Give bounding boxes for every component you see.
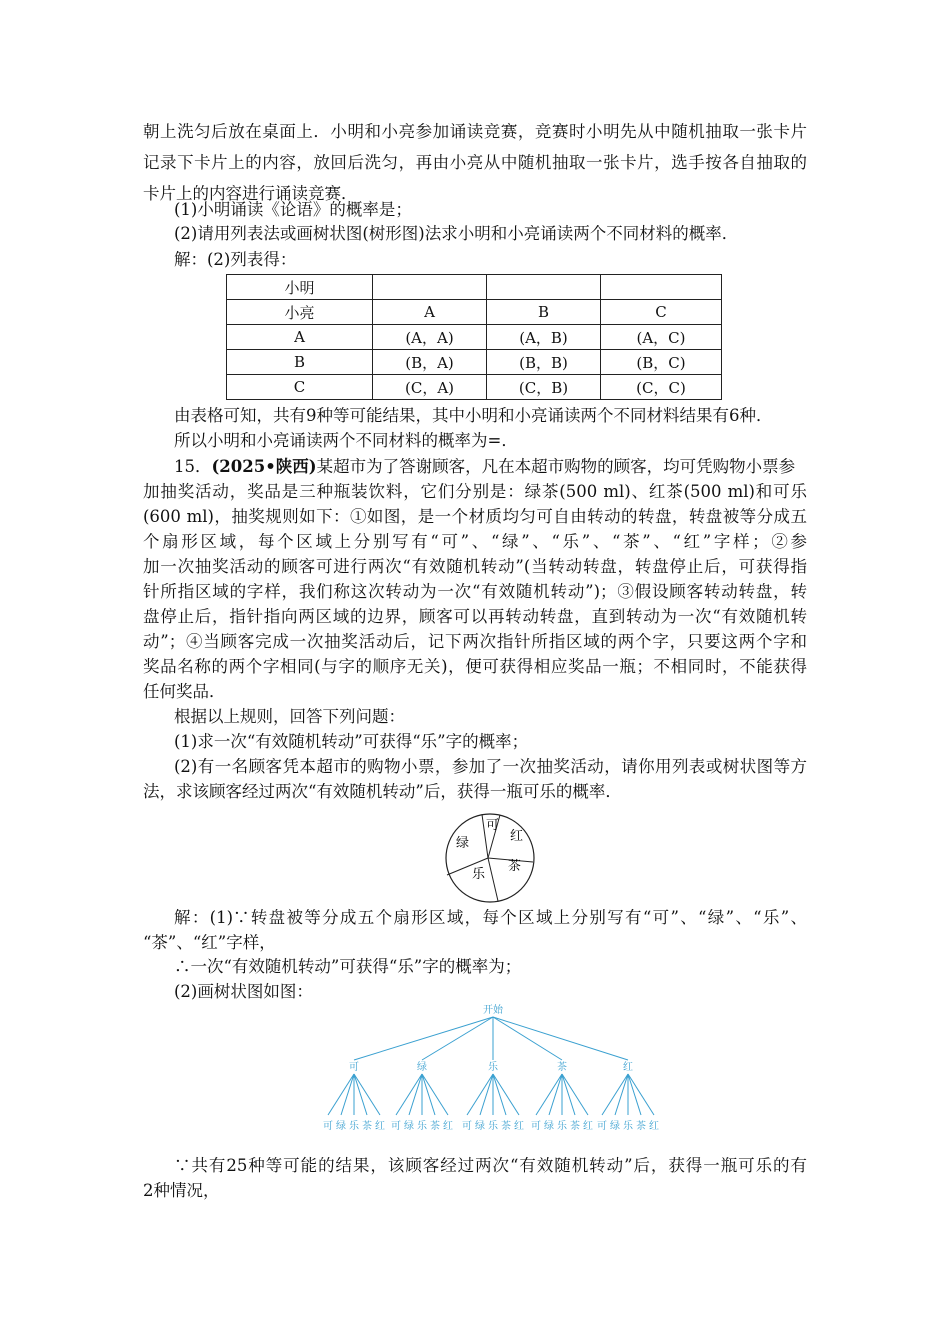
spinner-figure	[440, 808, 540, 904]
tree-leaf-label: 可	[391, 1121, 401, 1132]
spinner-label: 茶	[508, 859, 522, 874]
tree-node-label: 茶	[557, 1062, 567, 1073]
text-line: 动”；④当顾客完成一次抽奖活动后，记下两次指针所指区域的两个字，只要这两个字和	[143, 632, 807, 651]
tree-branch	[409, 1074, 422, 1115]
table-cell: (B，C)	[601, 350, 722, 375]
tree-leaf-label: 可	[597, 1121, 607, 1132]
tree-branch	[562, 1074, 575, 1115]
text-line: 盘停止后，指针指向两区域的边界，顾客可以再转动转盘，直到转动为一次“有效随机转	[143, 607, 807, 626]
solution-line: ∵共有25种等可能的结果，该顾客经过两次“有效随机转动”后，获得一瓶可乐的有	[174, 1156, 807, 1175]
tree-leaf-label: 绿	[404, 1121, 414, 1132]
tree-node-label: 乐	[488, 1062, 498, 1073]
question-1: (1)小明诵读《论语》的概率是；	[174, 200, 412, 219]
table-cell: (A，A)	[373, 325, 487, 350]
solution-line: (2)画树状图如图：	[174, 982, 313, 1001]
question-number: 15．	[174, 457, 212, 476]
tree-leaf-label: 红	[649, 1121, 659, 1132]
tree-branch	[602, 1074, 628, 1115]
text-line: 个扇形区域，每个区域上分别写有“可”、“绿”、“乐”、“茶”、“红”字样；②参	[143, 532, 807, 551]
question-source: (2025•陕西)	[211, 457, 317, 476]
tree-leaf-label: 乐	[488, 1121, 498, 1132]
tree-leaf-label: 乐	[417, 1121, 427, 1132]
tree-node-label: 绿	[417, 1062, 427, 1073]
tree-leaf-label: 茶	[570, 1121, 580, 1132]
tree-leaf-label: 茶	[636, 1121, 646, 1132]
tree-branch	[354, 1074, 367, 1115]
spinner-label: 乐	[472, 867, 486, 882]
tree-branch	[549, 1074, 562, 1115]
table-row-header: C	[227, 375, 373, 400]
tree-leaf-label: 乐	[623, 1121, 633, 1132]
question-15-part-1: (1)求一次“有效随机转动”可获得“乐”字的概率；	[174, 732, 529, 751]
tree-root-label: 开始	[483, 1005, 503, 1016]
tree-branch	[396, 1074, 422, 1115]
tree-branch	[628, 1074, 641, 1115]
table-col-header: C	[601, 300, 722, 325]
tree-branch	[422, 1074, 435, 1115]
text-line: 所以小明和小亮诵读两个不同材料的概率为=．	[174, 431, 518, 450]
tree-node-label: 红	[623, 1062, 633, 1073]
tree-leaf-label: 乐	[349, 1121, 359, 1132]
tree-diagram	[318, 1000, 668, 1140]
table-cell: (B，A)	[373, 350, 487, 375]
tree-branch	[493, 1074, 519, 1115]
tree-branch	[354, 1074, 380, 1115]
question-2: (2)请用列表法或画树状图(树形图)法求小明和小亮诵读两个不同材料的概率．	[174, 224, 739, 243]
tree-node-label: 可	[349, 1062, 359, 1073]
tree-leaf-label: 乐	[557, 1121, 567, 1132]
table-cell	[601, 275, 722, 300]
table-corner-bottom: 小亮	[227, 300, 373, 325]
text-line: 由表格可知，共有9种等可能结果，其中小明和小亮诵读两个不同材料结果有6种．	[174, 406, 773, 425]
question-text: 某超市为了答谢顾客，凡在本超市购物的顾客，均可凭购物小票参	[316, 457, 796, 476]
text-line: 卡片上的内容进行诵读竞赛．	[143, 184, 358, 203]
tree-leaf-label: 茶	[430, 1121, 440, 1132]
tree-leaf-label: 可	[531, 1121, 541, 1132]
table-cell: (C，C)	[601, 375, 722, 400]
table-row	[227, 275, 722, 300]
tree-leaf-label: 茶	[501, 1121, 511, 1132]
table-cell: (C，B)	[487, 375, 601, 400]
table-cell	[487, 275, 601, 300]
table-corner-top: 小明	[227, 275, 373, 300]
tree-leaf-label: 红	[514, 1121, 524, 1132]
tree-leaf-label: 红	[375, 1121, 385, 1132]
table-row	[227, 300, 722, 325]
text-line: 针所指区域的字样，我们称这次转动为一次“有效随机转动”)；③假设顾客转动转盘，转	[143, 582, 807, 601]
text-line: 根据以上规则，回答下列问题：	[174, 707, 405, 726]
text-line: 记录下卡片上的内容，放回后洗匀，再由小亮从中随机抽取一张卡片，选手按各自抽取的	[143, 153, 807, 172]
tree-leaf-label: 红	[443, 1121, 453, 1132]
tree-branch	[341, 1074, 354, 1115]
table-cell: (A，B)	[487, 325, 601, 350]
tree-leaf-label: 茶	[362, 1121, 372, 1132]
table-row-header: B	[227, 350, 373, 375]
solution-heading: 解：(2)列表得：	[174, 250, 297, 269]
text-line: 奖品名称的两个字相同(与字的顺序无关)，便可获得相应奖品一瓶；不相同时，不能获得	[143, 657, 807, 676]
solution-line: ∴一次“有效随机转动”可获得“乐”字的概率为；	[174, 957, 522, 976]
spinner-label: 绿	[456, 836, 470, 851]
outcome-table	[226, 274, 722, 400]
table-row	[227, 325, 722, 350]
tree-branch	[467, 1074, 493, 1115]
question-15-part-2: (2)有一名顾客凭本超市的购物小票，参加了一次抽奖活动，请你用列表或树状图等方	[174, 757, 807, 776]
table-row-header: A	[227, 325, 373, 350]
text-line: 朝上洗匀后放在桌面上．小明和小亮参加诵读竞赛，竞赛时小明先从中随机抽取一张卡片	[143, 122, 807, 141]
table-cell	[373, 275, 487, 300]
tree-leaf-label: 可	[462, 1121, 472, 1132]
tree-branch	[493, 1017, 562, 1060]
tree-leaf-label: 绿	[336, 1121, 346, 1132]
solution-line: “茶”、“红”字样，	[143, 933, 276, 952]
tree-branch	[562, 1074, 588, 1115]
tree-leaf-label: 绿	[544, 1121, 554, 1132]
solution-line: 解：(1)∵转盘被等分成五个扇形区域，每个区域上分别写有“可”、“绿”、“乐”、	[174, 908, 807, 927]
table-cell: (B，B)	[487, 350, 601, 375]
tree-branch	[422, 1074, 448, 1115]
tree-branch	[480, 1074, 493, 1115]
tree-leaf-label: 可	[323, 1121, 333, 1132]
text-line: 法，求该顾客经过两次“有效随机转动”后，获得一瓶可乐的概率．	[143, 782, 622, 801]
tree-branch	[615, 1074, 628, 1115]
text-line: 加抽奖活动，奖品是三种瓶装饮料，它们分别是：绿茶(500 ml)、红茶(500 ml)和可乐	[143, 482, 807, 501]
table-cell: (A，C)	[601, 325, 722, 350]
spinner-label: 可	[486, 818, 500, 833]
table-row	[227, 350, 722, 375]
tree-branch	[493, 1017, 628, 1060]
table-col-header: A	[373, 300, 487, 325]
text-line: (600 ml)，抽奖规则如下：①如图，是一个材质均匀可自由转动的转盘，转盘被等分成五	[143, 507, 807, 526]
tree-leaf-label: 红	[583, 1121, 593, 1132]
solution-line: 2种情况，	[143, 1181, 220, 1200]
table-row	[227, 375, 722, 400]
spinner-divider	[488, 858, 498, 901]
text-line: 任何奖品．	[143, 682, 226, 701]
spinner-label: 红	[510, 829, 524, 844]
table-col-header: B	[487, 300, 601, 325]
tree-leaf-label: 绿	[610, 1121, 620, 1132]
table-cell: (C，A)	[373, 375, 487, 400]
tree-branch	[536, 1074, 562, 1115]
tree-branch	[493, 1074, 506, 1115]
tree-branch	[354, 1017, 493, 1060]
tree-leaf-label: 绿	[475, 1121, 485, 1132]
question-15-intro	[174, 457, 795, 477]
tree-branch	[628, 1074, 654, 1115]
text-line: 加一次抽奖活动的顾客可进行两次“有效随机转动”(当转动转盘，转盘停止后，可获得指	[143, 557, 807, 576]
tree-branch	[422, 1017, 493, 1060]
tree-branch	[328, 1074, 354, 1115]
